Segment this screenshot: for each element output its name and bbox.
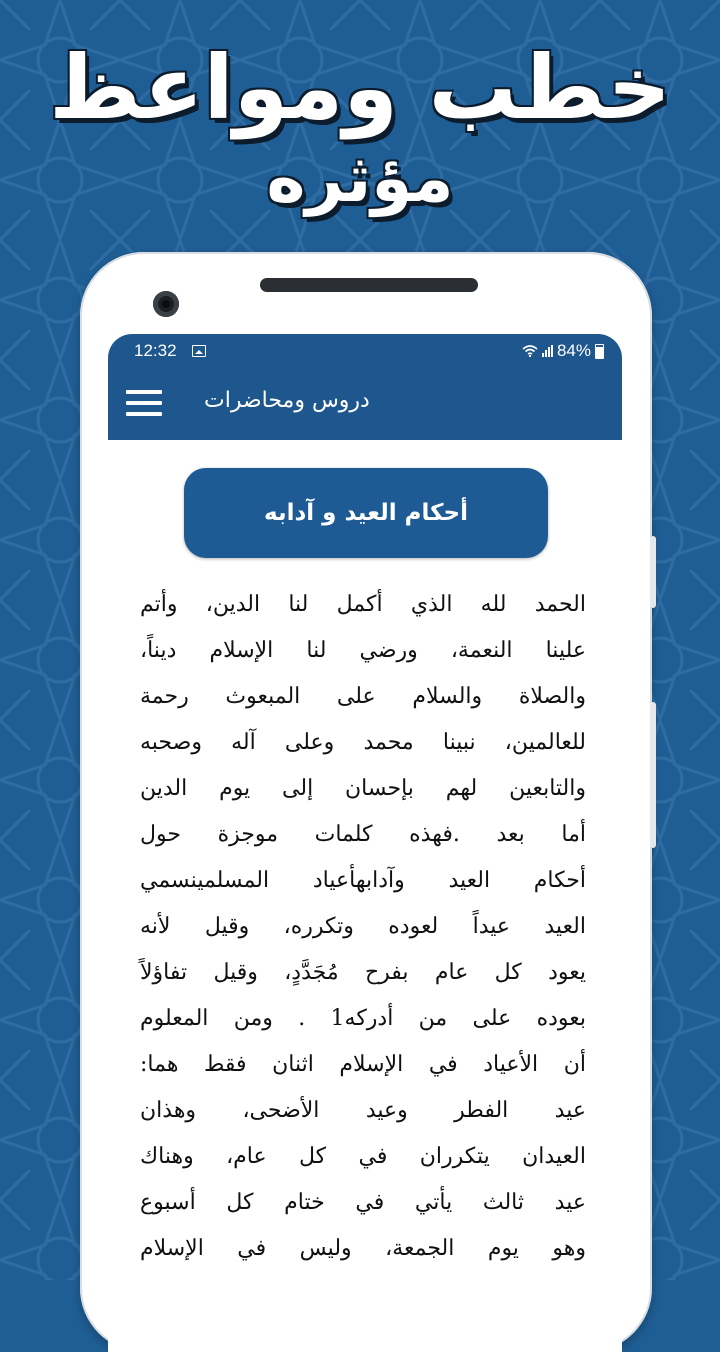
article-line: وهو يوم الجمعة، وليس في الإسلام: [140, 1236, 586, 1261]
phone-side-button: [650, 536, 656, 608]
app-title: دروس ومحاضرات: [204, 388, 370, 413]
article-line: أما بعد .فهذه كلمات موجزة حول: [140, 822, 586, 847]
battery-icon: [595, 344, 604, 359]
article-line: العيدان يتكرران في كل عام، وهناك: [140, 1144, 586, 1169]
article-line: العيد عيداً لعوده وتكرره، وقيل لأنه: [140, 914, 586, 939]
battery-percent: 84%: [556, 341, 591, 360]
article-line: أحكام العيد وآدابهأعياد المسلمينسمي: [140, 868, 586, 893]
article-line: والتابعين لهم بإحسان إلى يوم الدين: [140, 776, 586, 801]
article-line: أن الأعياد في الإسلام اثنان فقط هما:: [140, 1052, 586, 1077]
signal-icon: [542, 345, 553, 357]
article-line: والصلاة والسلام على المبعوث رحمة: [140, 684, 586, 709]
phone-speaker: [260, 278, 478, 292]
promo-title: [0, 28, 720, 217]
image-notification-icon: [192, 345, 206, 357]
article-line: علينا النعمة، ورضي لنا الإسلام ديناً،: [140, 638, 586, 663]
camera-icon: [153, 291, 179, 317]
phone-frame: [80, 252, 652, 1352]
hamburger-menu-icon[interactable]: [126, 390, 162, 416]
status-time: 12:32: [134, 341, 177, 360]
status-indicators: [522, 341, 604, 361]
app-bar: [108, 368, 622, 440]
article-line: يعود كل عام بفرح مُجَدَّدٍ، وقيل تفاؤلاً: [140, 960, 586, 985]
promo-title-line1: خطب ومواعظ: [49, 36, 671, 139]
promo-title-line2: مؤثره: [266, 140, 454, 217]
wifi-icon: [522, 345, 538, 357]
article-line: عيد الفطر وعيد الأضحى، وهذان: [140, 1098, 586, 1123]
article-line: بعوده على من أدركه1 . ومن المعلوم: [140, 1006, 586, 1031]
article-line: الحمد لله الذي أكمل لنا الدين، وأتم: [140, 592, 586, 617]
lesson-title-button[interactable]: أحكام العيد و آدابه: [184, 468, 548, 558]
lesson-article: [140, 582, 586, 1272]
status-bar: [108, 334, 622, 368]
phone-side-button: [650, 702, 656, 848]
article-line: عيد ثالث يأتي في ختام كل أسبوع: [140, 1190, 586, 1215]
article-line: للعالمين، نبينا محمد وعلى آله وصحبه: [140, 730, 586, 755]
app-screen: [108, 334, 622, 1352]
